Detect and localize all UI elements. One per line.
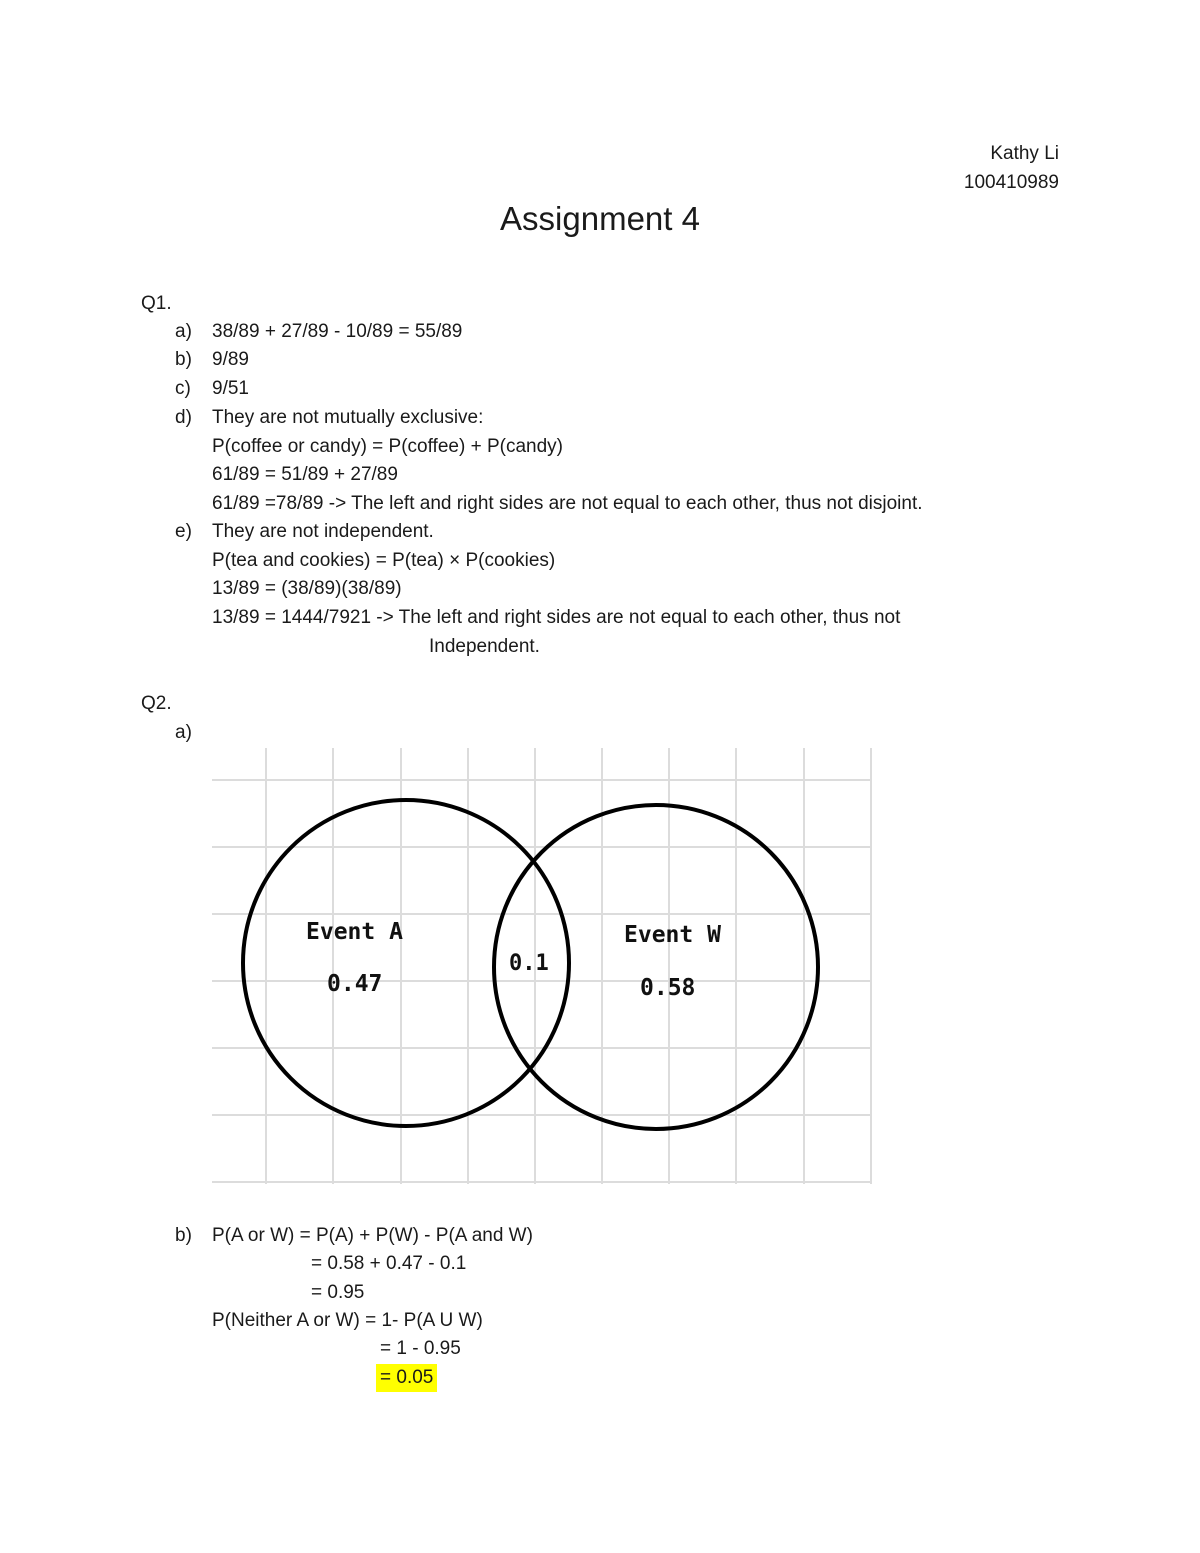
q1e-line-5: Independent. — [429, 636, 540, 657]
q2b-line-3: = 0.95 — [311, 1282, 365, 1303]
event-w-value: 0.58 — [640, 975, 696, 1001]
q1b-answer: 9/89 — [212, 349, 249, 370]
q1d-line-1: They are not mutually exclusive: — [212, 407, 484, 428]
q1c-marker: c) — [175, 378, 191, 399]
q2b-marker: b) — [175, 1225, 192, 1246]
q1e-line-4: 13/89 = 1444/7921 -> The left and right sides are not equal to each other, thus not — [212, 607, 901, 628]
q1b-marker: b) — [175, 349, 192, 370]
q1d-line-2: P(coffee or candy) = P(coffee) + P(candy) — [212, 436, 563, 457]
final-answer-highlight: = 0.05 — [376, 1364, 437, 1392]
q1c-answer: 9/51 — [212, 378, 249, 399]
overlap-value: 0.1 — [509, 951, 549, 976]
q1a-answer: 38/89 + 27/89 - 10/89 = 55/89 — [212, 321, 463, 342]
q1-heading: Q1. — [141, 293, 172, 314]
q2b-line-4: P(Neither A or W) = 1- P(A U W) — [212, 1310, 483, 1331]
event-w-label: Event W — [624, 922, 721, 948]
page-title: Assignment 4 — [500, 200, 700, 237]
event-a-value: 0.47 — [327, 971, 383, 997]
q1e-line-2: P(tea and cookies) = P(tea) × P(cookies) — [212, 550, 556, 571]
student-id: 100410989 — [963, 172, 1059, 193]
q2b-line-5: = 1 - 0.95 — [380, 1338, 461, 1359]
q2b-line-1: P(A or W) = P(A) + P(W) - P(A and W) — [212, 1225, 533, 1246]
author-name: Kathy Li — [990, 143, 1059, 164]
q1d-marker: d) — [175, 407, 192, 428]
q2-heading: Q2. — [141, 693, 172, 714]
q1e-line-1: They are not independent. — [212, 521, 434, 542]
event-a-label: Event A — [306, 919, 403, 945]
q2b-line-2: = 0.58 + 0.47 - 0.1 — [311, 1253, 467, 1274]
q1d-line-4: 61/89 =78/89 -> The left and right sides are not equal to each other, thus not disjoint. — [212, 493, 923, 514]
venn-diagram — [212, 748, 876, 1188]
q1e-marker: e) — [175, 521, 192, 542]
q1a-marker: a) — [175, 321, 192, 342]
q1d-line-3: 61/89 = 51/89 + 27/89 — [212, 464, 398, 485]
q2a-marker: a) — [175, 722, 192, 743]
q1e-line-3: 13/89 = (38/89)(38/89) — [212, 578, 402, 599]
